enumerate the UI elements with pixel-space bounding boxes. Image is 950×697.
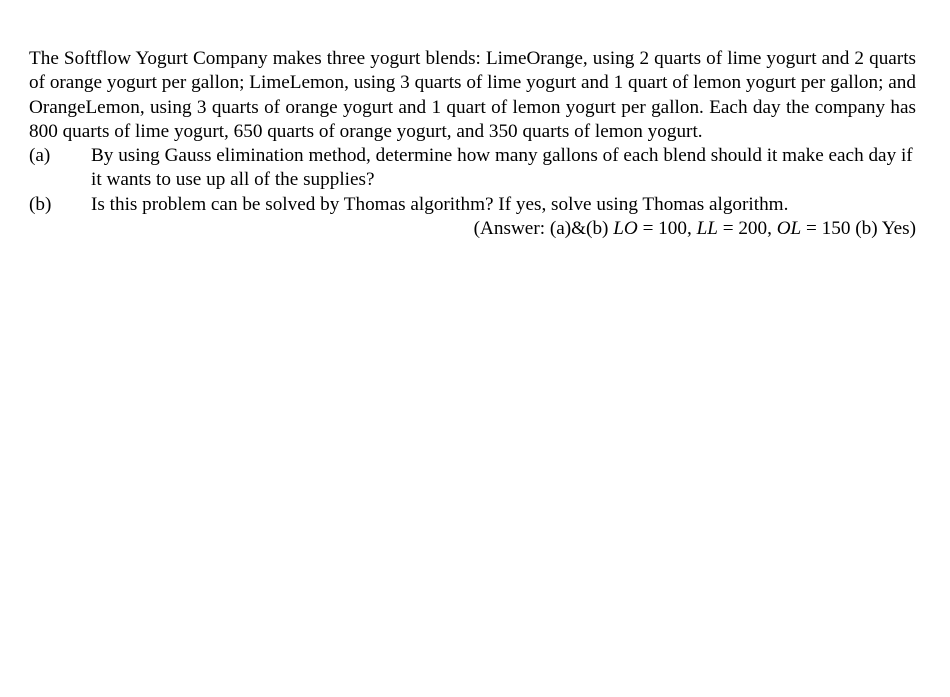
answer-lo-value: = 100,: [637, 218, 697, 240]
answer-ol-value: = 150: [801, 218, 856, 240]
part-a: [29, 144, 916, 193]
answer-ll-value: = 200,: [717, 218, 777, 240]
answer-lo-variable: LO: [613, 218, 638, 240]
part-b: [29, 193, 916, 217]
answer-ol-variable: OL: [776, 218, 802, 240]
answer-line: [29, 217, 916, 241]
answer-ll-variable: LL: [696, 218, 718, 240]
part-a-text: By using Gauss elimination method, determine how many gallons of each blend should it make each day if it wants to use up all of the supplies?: [91, 145, 913, 191]
problem-document: [29, 47, 916, 241]
answer-prefix: (Answer: (a)&(b): [473, 218, 614, 240]
problem-statement: The Softflow Yogurt Company makes three yogurt blends: LimeOrange, using 2 quarts of lime yogurt and 2 quarts of orange yogurt per gallon; LimeLemon, using 3 quarts of lime yogurt and 1 quart of lemon yogurt per gallon; and OrangeLemon, using 3 quarts of orange yogurt and 1 quart of lemon yogurt per gallon. Each day the company has 800 quarts of lime yogurt, 650 quarts of orange yogurt, and 350 quarts of lemon yogurt.: [29, 48, 916, 142]
answer-suffix: (b) Yes): [855, 218, 916, 240]
part-b-text: Is this problem can be solved by Thomas algorithm? If yes, solve using Thomas algorithm.: [91, 193, 789, 215]
part-a-label: (a): [29, 145, 51, 167]
part-b-label: (b): [29, 193, 52, 215]
